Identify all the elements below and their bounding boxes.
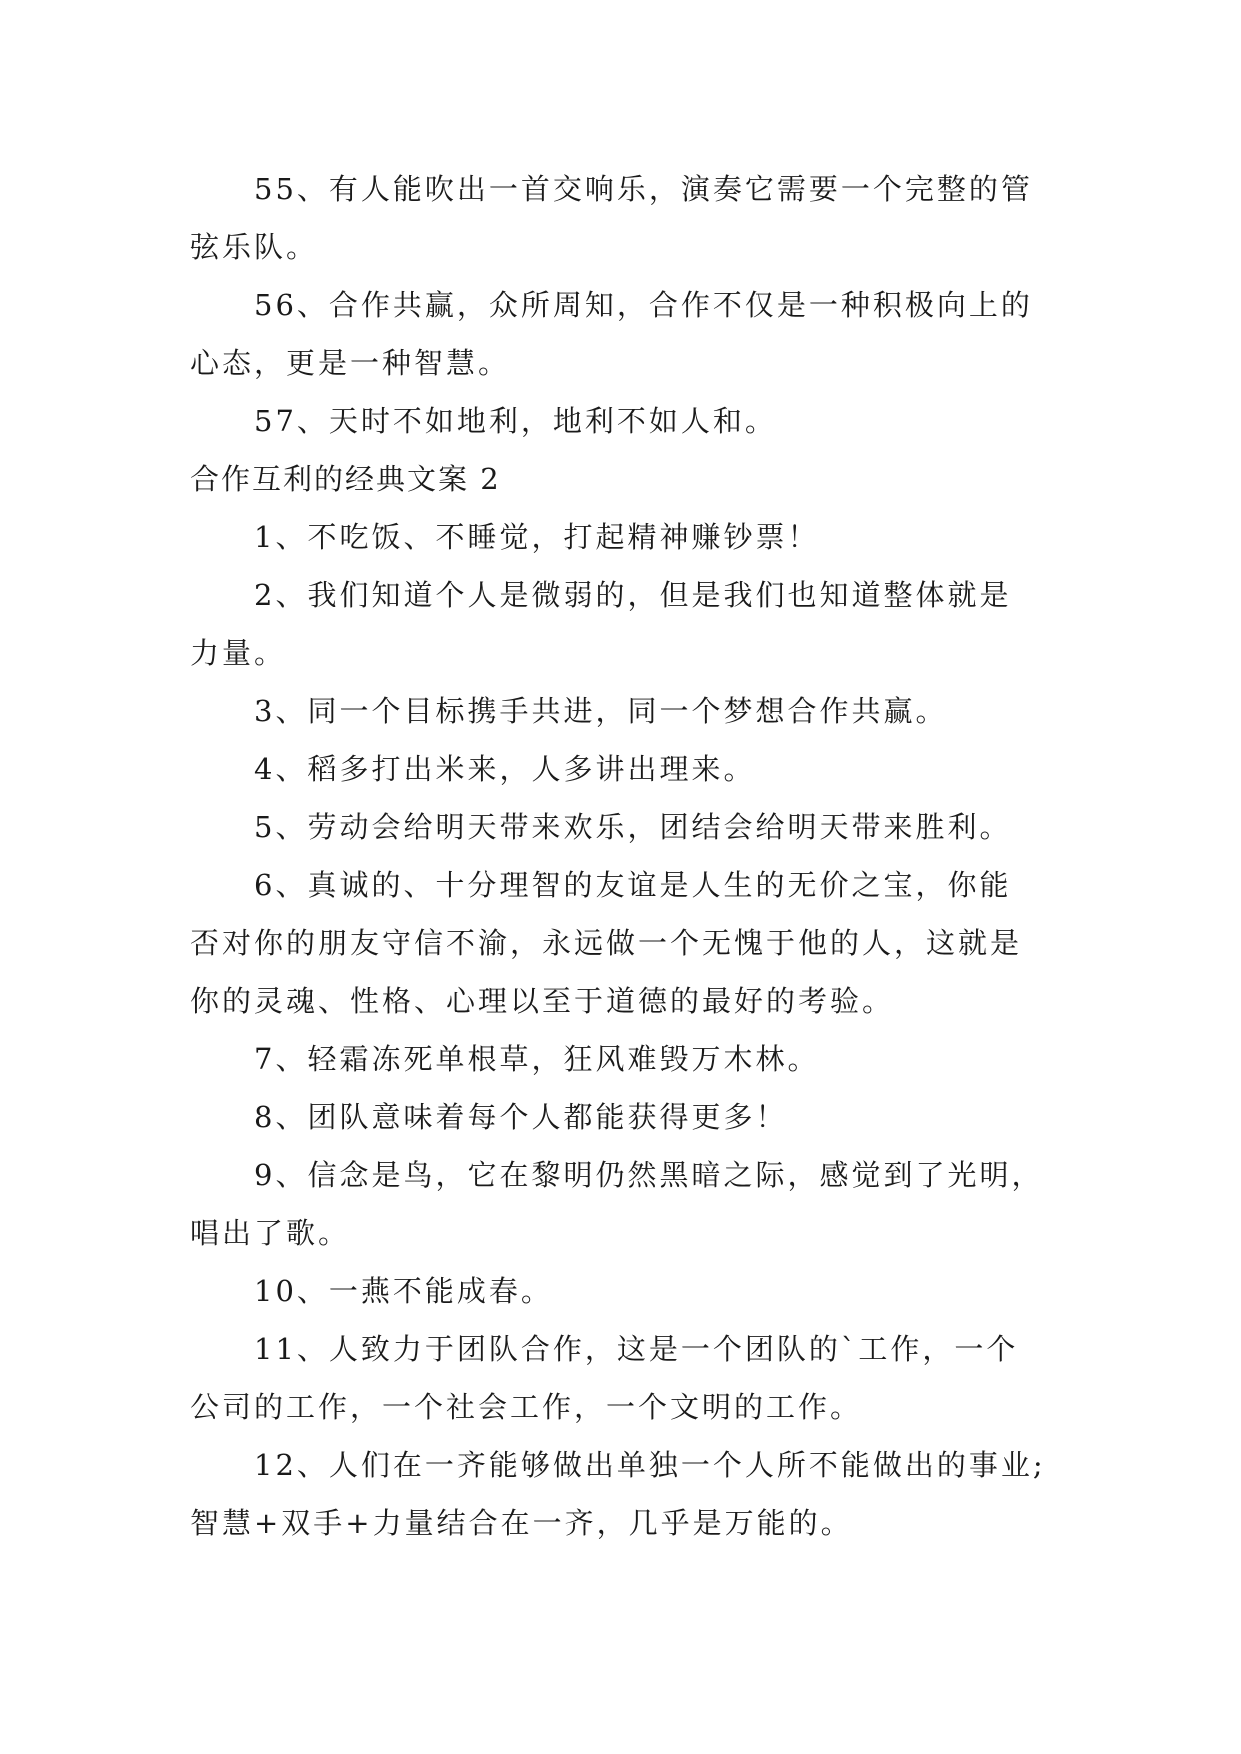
document-body: [190, 160, 1060, 1552]
paragraph-11-line-2: 公司的工作，一个社会工作，一个文明的工作。: [190, 1390, 863, 1424]
paragraph-9-line-1: 9、信念是鸟，它在黎明仍然黑暗之际，感觉到了光明，: [254, 1158, 1044, 1192]
paragraph-10-line-1: 10、一燕不能成春。: [254, 1274, 553, 1308]
paragraph-55-line-1: 55、有人能吹出一首交响乐，演奏它需要一个完整的管: [254, 172, 1033, 206]
paragraph-2-line-1: 2、我们知道个人是微弱的，但是我们也知道整体就是: [254, 578, 1012, 612]
paragraph-9-line-2: 唱出了歌。: [190, 1216, 351, 1250]
paragraph-1-line-1: 1、不吃饭、不睡觉，打起精神赚钞票！: [254, 520, 820, 554]
paragraph-55-line-2: 弦乐队。: [190, 230, 319, 264]
paragraph-12-line-1: 12、人们在一齐能够做出单独一个人所不能做出的事业;: [254, 1448, 1046, 1482]
paragraph-6-line-3: 你的灵魂、性格、心理以至于道德的最好的考验。: [190, 984, 895, 1018]
paragraph-6-line-1: 6、真诚的、十分理智的友谊是人生的无价之宝，你能: [254, 868, 1012, 902]
section-heading: 合作互利的经典文案 2: [190, 462, 501, 496]
paragraph-2-line-2: 力量。: [190, 636, 287, 670]
paragraph-56-line-1: 56、合作共赢，众所周知，合作不仅是一种积极向上的: [254, 288, 1033, 322]
paragraph-57-line-1: 57、天时不如地利，地利不如人和。: [254, 404, 777, 438]
paragraph-56-line-2: 心态，更是一种智慧。: [190, 346, 511, 380]
paragraph-7-line-1: 7、轻霜冻死单根草，狂风难毁万木林。: [254, 1042, 820, 1076]
paragraph-11-line-1: 11、人致力于团队合作，这是一个团队的`工作，一个: [254, 1332, 1019, 1366]
paragraph-3-line-1: 3、同一个目标携手共进，同一个梦想合作共赢。: [254, 694, 948, 728]
paragraph-8-line-1: 8、团队意味着每个人都能获得更多！: [254, 1100, 788, 1134]
paragraph-5-line-1: 5、劳动会给明天带来欢乐，团结会给明天带来胜利。: [254, 810, 1012, 844]
paragraph-6-line-2: 否对你的朋友守信不渝，永远做一个无愧于他的人，这就是: [190, 926, 1023, 960]
paragraph-4-line-1: 4、稻多打出米来，人多讲出理来。: [254, 752, 756, 786]
paragraph-12-line-2: 智慧+双手+力量结合在一齐，几乎是万能的。: [190, 1506, 853, 1540]
